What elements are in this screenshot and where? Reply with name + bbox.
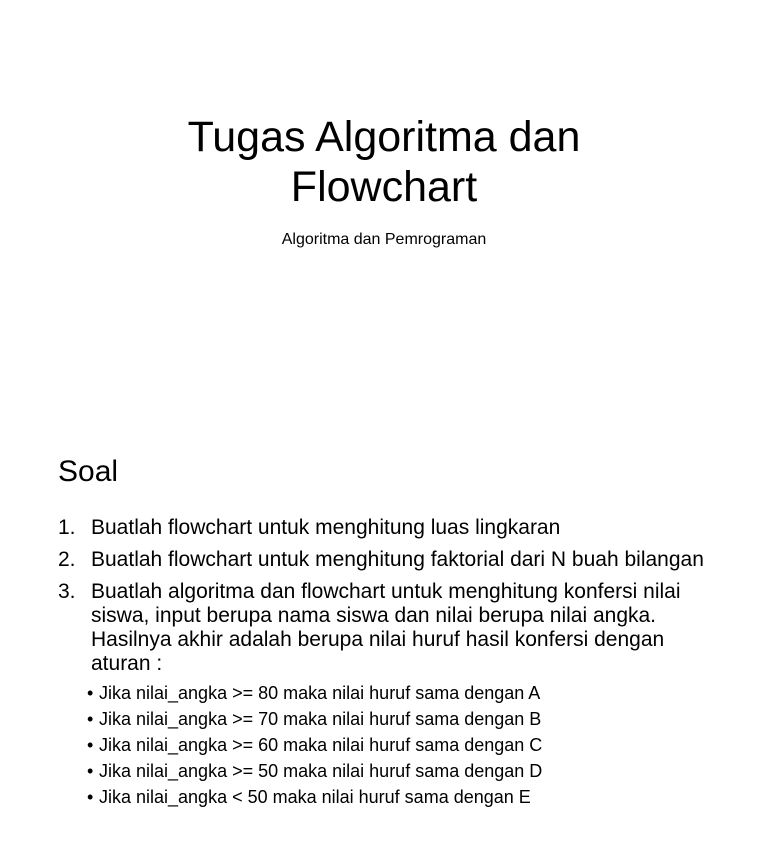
question-item-3 [58,580,718,810]
slide-subtitle: Algoritma dan Pemrograman [281,231,487,248]
rule-text: Jika nilai_angka >= 50 maka nilai huruf sama dengan D [99,761,543,781]
question-text: Buatlah flowchart untuk menghitung luas lingkaran [91,516,561,539]
section-heading: Soal [58,455,119,488]
grading-rule [87,680,718,706]
bullet-icon: • [87,735,94,755]
question-text: Buatlah flowchart untuk menghitung faktorial dari N buah bilangan [91,548,704,571]
bullet-icon: • [87,683,94,703]
question-number: 2. [58,548,76,571]
grading-rule [87,732,718,758]
title-slide [0,0,768,430]
question-slide [0,430,768,866]
bullet-icon: • [87,787,94,807]
question-text: Buatlah algoritma dan flowchart untuk menghitung konfersi nilai siswa, input berupa nama siswa dan nilai berupa nilai angka. Hasilnya akhir adalah berupa nilai huruf hasil konfersi dengan aturan : [91,580,681,675]
question-item-2 [58,548,718,572]
bullet-icon: • [87,709,94,729]
question-item-1 [58,516,718,540]
rule-text: Jika nilai_angka >= 60 maka nilai huruf sama dengan C [99,735,543,755]
rule-text: Jika nilai_angka < 50 maka nilai huruf sama dengan E [99,787,531,807]
slide-title-line-2: Flowchart [290,163,478,211]
rule-text: Jika nilai_angka >= 80 maka nilai huruf sama dengan A [99,683,541,703]
grading-rules-list [87,680,718,810]
slide-title-line-1: Tugas Algoritma dan [187,113,581,161]
question-number: 1. [58,516,76,539]
question-number: 3. [58,580,76,603]
grading-rule [87,758,718,784]
grading-rule [87,784,718,810]
slide-title [0,112,768,212]
grading-rule [87,706,718,732]
rule-text: Jika nilai_angka >= 70 maka nilai huruf sama dengan B [99,709,542,729]
question-list [58,516,718,818]
bullet-icon: • [87,761,94,781]
